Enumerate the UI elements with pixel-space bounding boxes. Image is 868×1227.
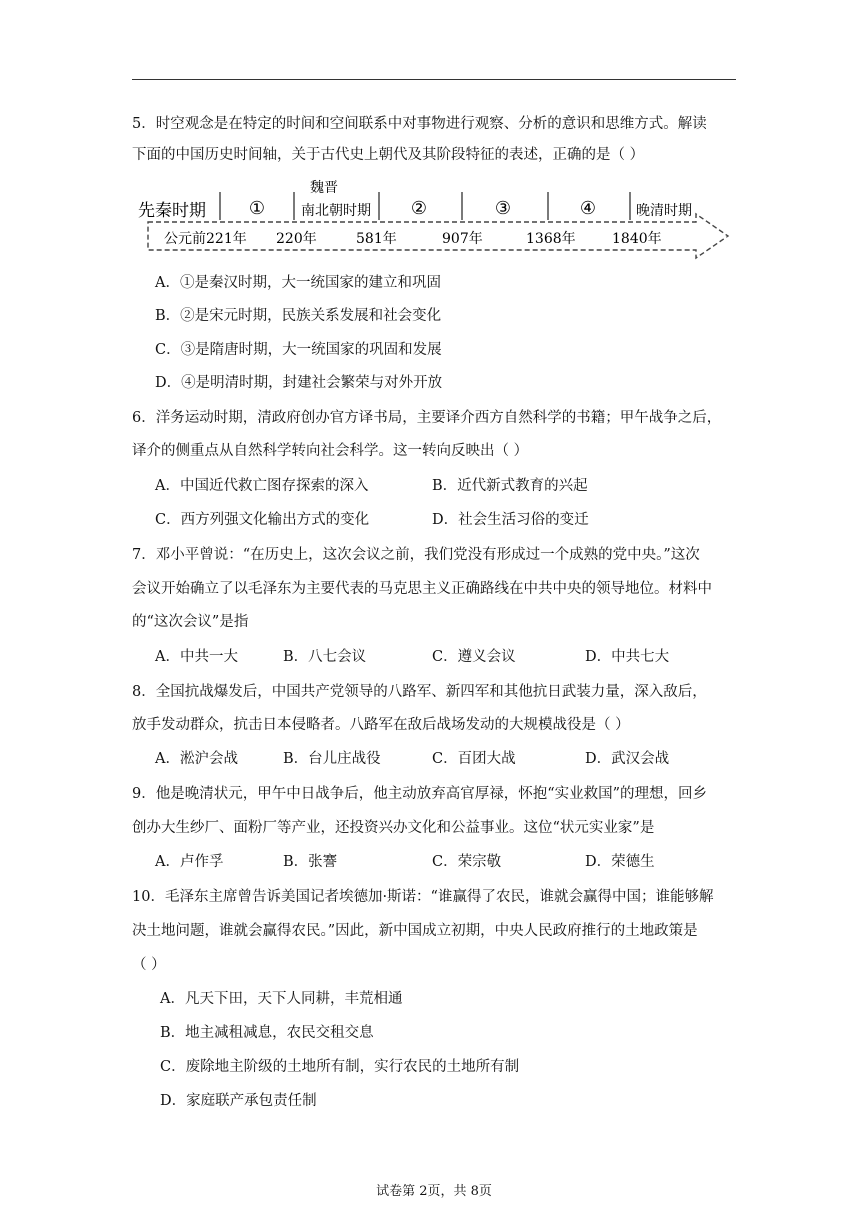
q10-stem-line3: （ ） — [132, 957, 166, 973]
q5-option-c[interactable]: C．③是隋唐时期，大一统国家的巩固和发展 — [155, 342, 442, 358]
q9-stem-line2: 创办大生纱厂、面粉厂等产业，还投资兴办文化和公益事业。这位“状元实业家”是 — [132, 820, 655, 836]
q10-stem-line1: 10．毛泽东主席曾告诉美国记者埃德加·斯诺：“谁赢得了农民，谁就会赢得中国；谁能够解 — [132, 889, 714, 905]
q6-stem-line1: 6．洋务运动时期，清政府创办官方译书局，主要译介西方自然科学的书籍；甲午战争之后， — [132, 410, 722, 426]
q8-option-c[interactable]: C．百团大战 — [432, 751, 516, 767]
page-footer: 试卷第 2页，共 8页 — [376, 1184, 492, 1199]
timeline-top-label: 魏晋 — [310, 180, 338, 196]
q9-option-d[interactable]: D．荣德生 — [585, 854, 655, 870]
q10-stem-line2: 决土地问题，谁就会赢得农民。”因此，新中国成立初期，中央人民政府推行的土地政策是 — [132, 923, 698, 939]
q6-option-c[interactable]: C．西方列强文化输出方式的变化 — [155, 512, 370, 528]
q5-stem-line1: 5．时空观念是在特定的时间和空间联系中对事物进行观察、分析的意识和思维方式。解读 — [132, 116, 707, 132]
q5-option-a[interactable]: A．①是秦汉时期，大一统国家的建立和巩固 — [155, 275, 441, 291]
q5-stem-line2: 下面的中国历史时间轴，关于古代史上朝代及其阶段特征的表述，正确的是（ ） — [132, 147, 645, 163]
q6-option-b[interactable]: B．近代新式教育的兴起 — [432, 478, 588, 494]
q9-option-c[interactable]: C．荣宗敬 — [432, 854, 502, 870]
history-timeline — [136, 178, 736, 260]
q10-option-c[interactable]: C．废除地主阶级的土地所有制，实行农民的土地所有制 — [160, 1059, 520, 1075]
q8-option-b[interactable]: B．台儿庄战役 — [283, 751, 381, 767]
q8-stem-line2: 放手发动群众，抗击日本侵略者。八路军在敌后战场发动的大规模战役是（ ） — [132, 717, 630, 733]
q7-option-a[interactable]: A．中共一大 — [155, 649, 238, 665]
q10-option-b[interactable]: B．地主减租减息，农民交租交息 — [160, 1025, 374, 1041]
timeline-period: ① — [248, 198, 266, 219]
timeline-year: 公元前221年 — [164, 231, 247, 247]
timeline-year: 907年 — [442, 231, 483, 247]
q7-stem-line2: 会议开始确立了以毛泽东为主要代表的马克思主义正确路线在中共中央的领导地位。材料中 — [132, 581, 712, 597]
q5-option-b[interactable]: B．②是宋元时期，民族关系发展和社会变化 — [155, 308, 442, 324]
q6-option-d[interactable]: D．社会生活习俗的变迁 — [432, 512, 589, 528]
timeline-period: ③ — [494, 198, 512, 219]
q8-option-a[interactable]: A．淞沪会战 — [155, 751, 238, 767]
q8-option-d[interactable]: D．武汉会战 — [585, 751, 670, 767]
timeline-year: 1840年 — [612, 231, 662, 247]
q7-option-b[interactable]: B．八七会议 — [283, 649, 367, 665]
q9-option-b[interactable]: B．张謇 — [283, 854, 338, 870]
timeline-period: 南北朝时期 — [301, 203, 371, 219]
timeline-period: 先秦时期 — [138, 201, 206, 221]
q6-stem-line2: 译介的侧重点从自然科学转向社会科学。这一转向反映出（ ） — [132, 443, 529, 459]
q9-stem-line1: 9．他是晚清状元，甲午中日战争后，他主动放弃高官厚禄，怀抱“实业救国”的理想，回乡 — [132, 786, 708, 802]
q8-stem-line1: 8．全国抗战爆发后，中国共产党领导的八路军、新四军和其他抗日武装力量，深入敌后， — [132, 684, 707, 700]
q7-stem-line3: 的“这次会议”是指 — [132, 614, 249, 630]
q7-stem-line1: 7．邓小平曾说：“在历史上，这次会议之前，我们党没有形成过一个成熟的党中央。”这次 — [132, 547, 700, 563]
header-rule — [132, 79, 736, 80]
q10-option-a[interactable]: A．凡天下田，天下人同耕，丰荒相通 — [160, 991, 403, 1007]
timeline-period: ② — [410, 198, 428, 219]
q10-option-d[interactable]: D．家庭联产承包责任制 — [160, 1093, 317, 1109]
q9-option-a[interactable]: A．卢作孚 — [155, 854, 224, 870]
timeline-year: 581年 — [356, 231, 397, 247]
timeline-period: 晚清时期 — [636, 203, 692, 219]
timeline-year: 220年 — [276, 231, 317, 247]
q7-option-c[interactable]: C．遵义会议 — [432, 649, 516, 665]
q6-option-a[interactable]: A．中国近代救亡图存探索的深入 — [155, 478, 369, 494]
timeline-period: ④ — [579, 198, 597, 219]
q5-option-d[interactable]: D．④是明清时期，封建社会繁荣与对外开放 — [155, 375, 443, 391]
q7-option-d[interactable]: D．中共七大 — [585, 649, 670, 665]
timeline-year: 1368年 — [526, 231, 576, 247]
